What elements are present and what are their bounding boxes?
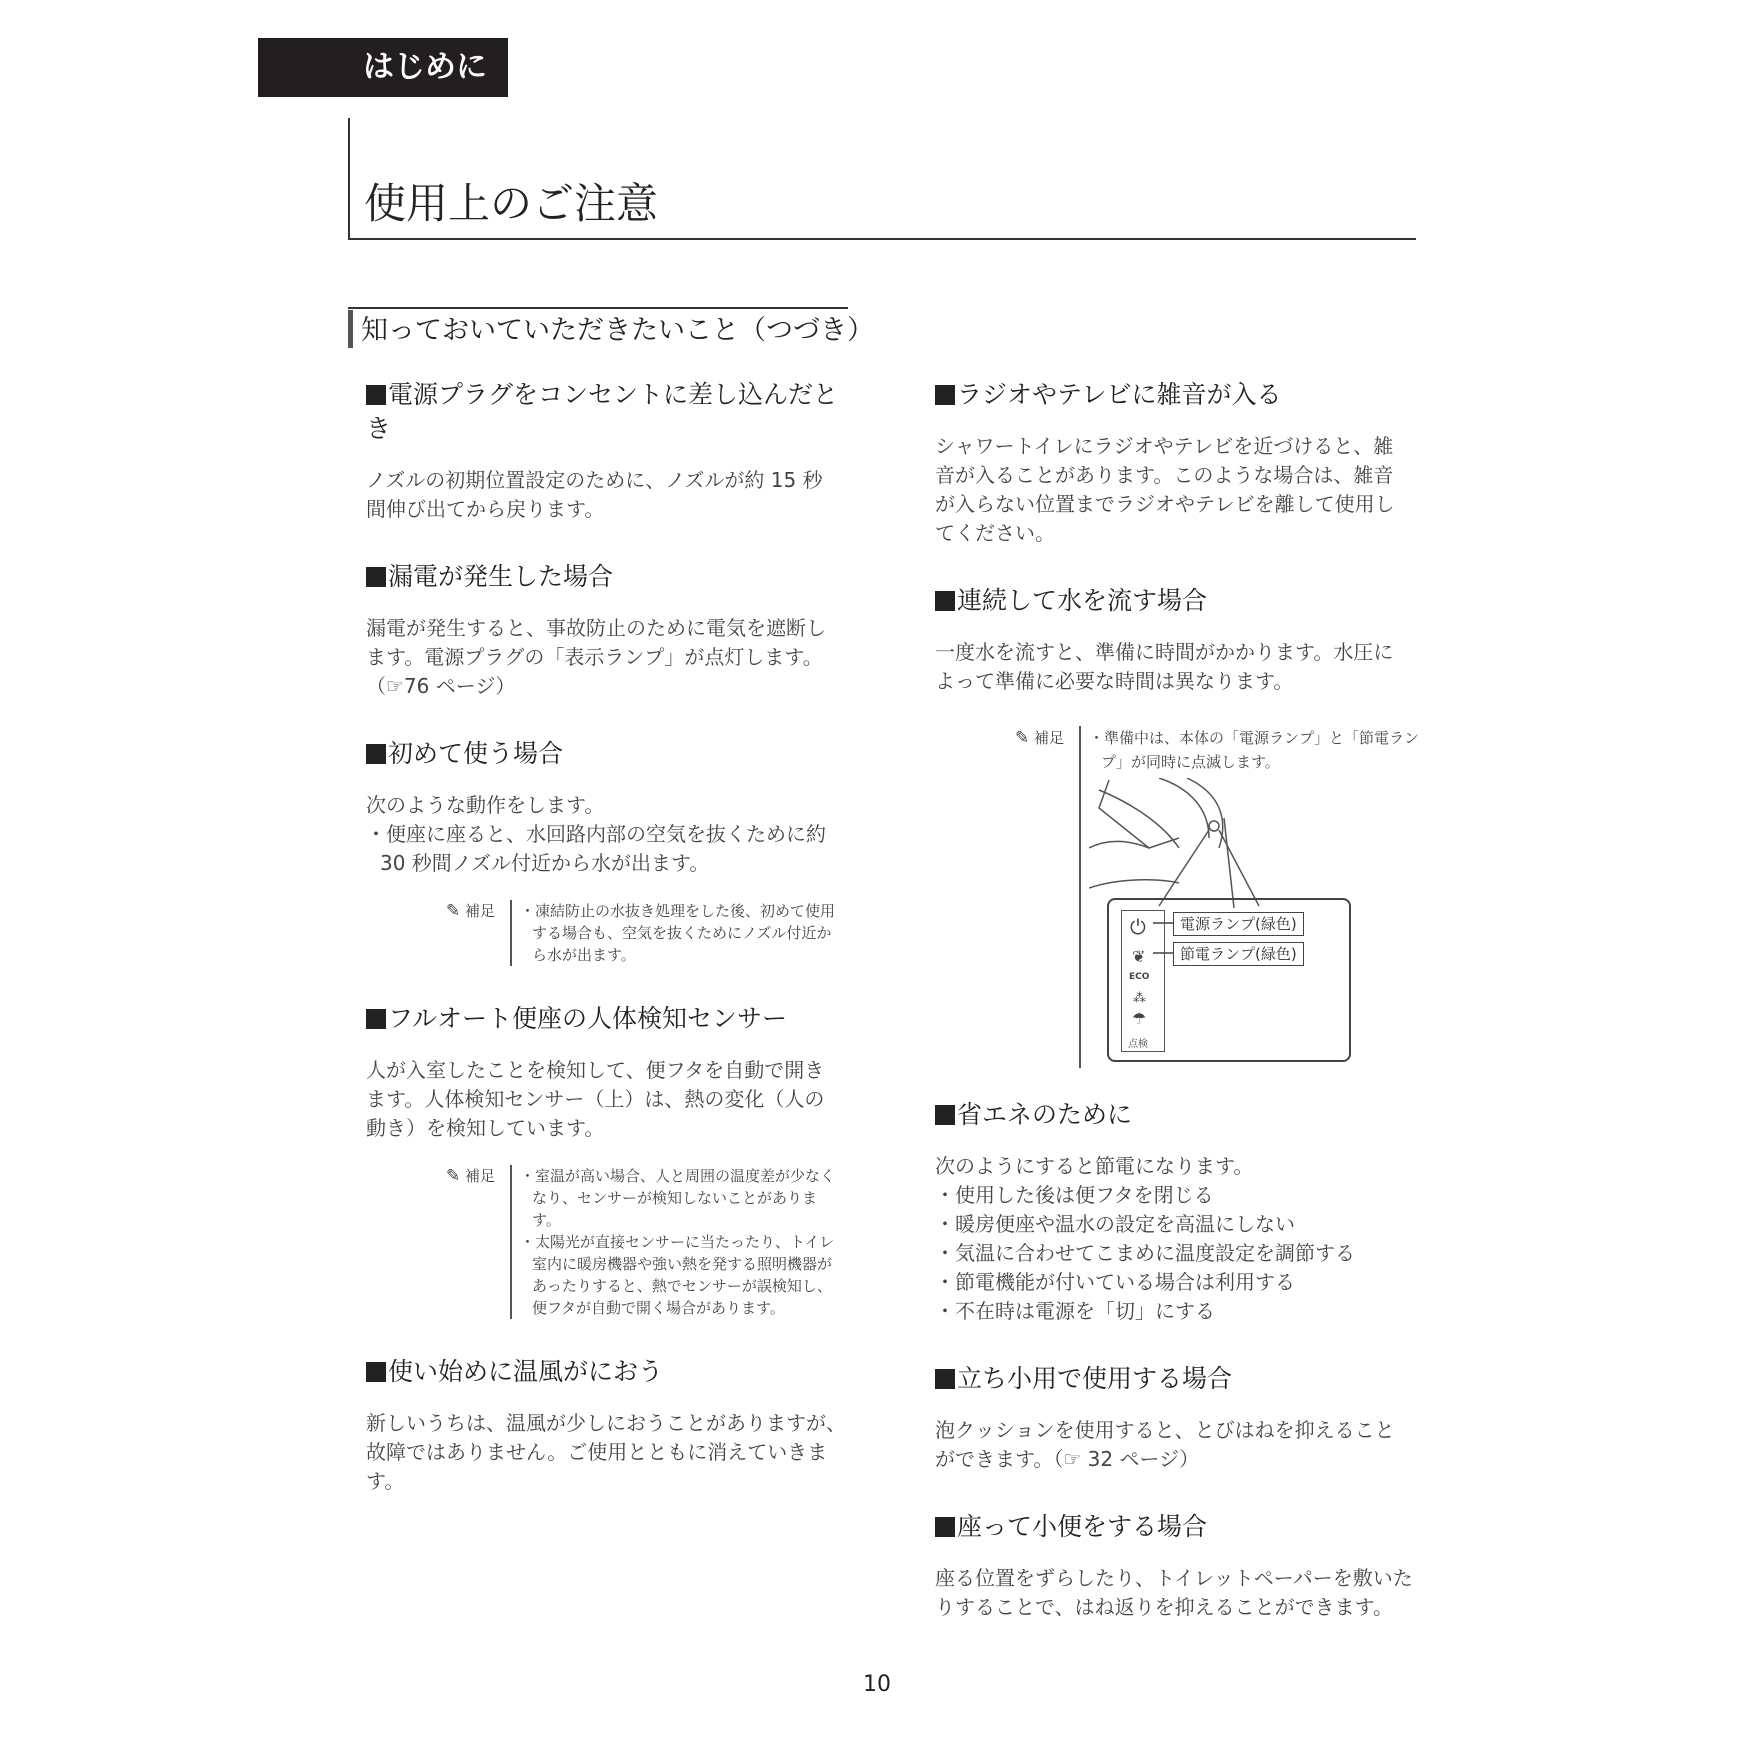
title-divider-vertical	[348, 118, 350, 240]
leaf-icon: ❦	[1132, 947, 1146, 966]
subtitle-bar	[348, 310, 353, 348]
section-standing-use	[935, 1362, 1425, 1474]
check-drop-icon: ☂	[1132, 1009, 1147, 1028]
section-heading	[366, 737, 856, 771]
heading-text: フルオート便座の人体検知センサー	[388, 1004, 788, 1033]
lamp-diagram	[1089, 778, 1419, 1068]
square-bullet-icon	[366, 744, 386, 764]
body-line: 人が入室したことを検知して、便フタを自動で開き	[366, 1058, 825, 1082]
heading-text: 省エネのために	[957, 1100, 1133, 1129]
supplement-note	[446, 1165, 856, 1319]
heading-text: 使い始めに温風がにおう	[388, 1357, 664, 1386]
section-warm-air-smell	[366, 1355, 856, 1496]
square-bullet-icon	[935, 1105, 955, 1125]
page-title: 使用上のご注意	[364, 179, 659, 228]
note-item: ・太陽光が直接センサーに当たったり、トイレ室内に暖房機器や強い熱を発する照明機器があったりすると、熱でセンサーが誤検知し、便フタが自動で開く場合があります。	[520, 1233, 835, 1317]
check-label: 点検	[1128, 1039, 1148, 1050]
note-body	[1079, 726, 1419, 1068]
body-line: シャワートイレにラジオやテレビを近づけると、雑	[935, 434, 1394, 458]
section-heading	[366, 378, 856, 446]
pencil-icon: ✎	[446, 901, 461, 921]
supplement-note	[446, 900, 856, 966]
spray-icon: ⁂	[1133, 991, 1146, 1006]
note-label	[446, 1165, 510, 1319]
section-sensor	[366, 1002, 856, 1319]
body-line: 新しいうちは、温風が少しにおうことがありますが、	[366, 1411, 846, 1435]
body-line: よって準備に必要な時間は異なります。	[935, 669, 1294, 693]
heading-text: ラジオやテレビに雑音が入る	[957, 380, 1282, 409]
body-line: ます。電源プラグの「表示ランプ」が点灯します。	[366, 645, 823, 669]
bullet-item: ・気温に合わせてこまめに温度設定を調節する	[935, 1241, 1355, 1265]
note-label-text: 補足	[465, 902, 496, 920]
section-sitting-urination	[935, 1510, 1425, 1622]
title-divider-horizontal	[348, 238, 1416, 240]
bullet-item: ・不在時は電源を「切」にする	[935, 1299, 1215, 1323]
heading-text: 連続して水を流す場合	[957, 586, 1208, 615]
square-bullet-icon	[935, 1369, 955, 1389]
subtitle: 知っておいていただきたいこと（つづき）	[361, 315, 874, 346]
section-heading	[366, 560, 856, 594]
heading-text: 立ち小用で使用する場合	[957, 1364, 1233, 1393]
bullet-item: ・節電機能が付いている場合は利用する	[935, 1270, 1295, 1294]
body-line: が入らない位置までラジオやテレビを離して使用し	[935, 492, 1395, 516]
page-reference: （☞76 ページ）	[366, 674, 516, 698]
body-line: 次のような動作をします。	[366, 793, 605, 817]
power-lamp-label: 電源ランプ(緑色)	[1173, 912, 1304, 936]
square-bullet-icon	[935, 591, 955, 611]
right-column	[935, 378, 1425, 1658]
section-heading	[935, 1098, 1425, 1132]
subtitle-rule	[348, 307, 848, 309]
square-bullet-icon	[935, 385, 955, 405]
body-line: 座る位置をずらしたり、トイレットペーパーを敷いた	[935, 1566, 1413, 1590]
page-reference: ができます。（☞ 32 ページ）	[935, 1447, 1200, 1471]
square-bullet-icon	[935, 1517, 955, 1537]
section-heading	[366, 1002, 856, 1036]
section-heading	[935, 1510, 1425, 1544]
supplement-note	[1015, 726, 1425, 1068]
section-energy-saving	[935, 1098, 1425, 1326]
note-item: ・凍結防止の水抜き処理をした後、初めて使用する場合も、空気を抜くためにノズル付近から水が出ます。	[520, 902, 836, 964]
note-item: ・室温が高い場合、人と周囲の温度差が少なくなり、センサーが検知しないことがあります。	[520, 1167, 836, 1229]
pencil-icon: ✎	[1015, 728, 1030, 748]
square-bullet-icon	[366, 1009, 386, 1029]
square-bullet-icon	[366, 385, 386, 405]
section-first-use	[366, 737, 856, 966]
section-power-plug	[366, 378, 856, 524]
body-line: 音が入ることがあります。このような場合は、雑音	[935, 463, 1394, 487]
left-column	[366, 378, 856, 1532]
eco-lamp-label: 節電ランプ(緑色)	[1173, 942, 1304, 966]
heading-text: 電源プラグをコンセントに差し込んだとき	[366, 380, 839, 443]
bullet-item: ・使用した後は便フタを閉じる	[935, 1183, 1214, 1207]
power-icon: ⏻	[1130, 915, 1146, 939]
body-line: ます。人体検知センサー（上）は、熱の変化（人の	[366, 1087, 825, 1111]
body-line: 次のようにすると節電になります。	[935, 1154, 1254, 1178]
note-label-text: 補足	[465, 1167, 496, 1185]
section-continuous-flush	[935, 584, 1425, 1068]
section-heading	[935, 1362, 1425, 1396]
note-body	[510, 1165, 840, 1319]
heading-text: 漏電が発生した場合	[388, 562, 614, 591]
body-line: ノズルの初期位置設定のために、ノズルが約 15 秒	[366, 468, 823, 492]
heading-text: 座って小便をする場合	[957, 1512, 1208, 1541]
section-leakage	[366, 560, 856, 701]
body-line: 一度水を流すと、準備に時間がかかります。水圧に	[935, 640, 1394, 664]
heading-text: 初めて使う場合	[388, 739, 564, 768]
section-heading	[935, 584, 1425, 618]
body-line: 泡クッションを使用すると、とびはねを抑えること	[935, 1418, 1395, 1442]
page-number: 10	[863, 1672, 891, 1697]
note-item: ・準備中は、本体の「電源ランプ」と「節電ランプ」が同時に点滅します。	[1089, 729, 1420, 771]
body-line: りすることで、はね返りを抑えることができます。	[935, 1595, 1393, 1619]
chapter-tab: はじめに	[258, 38, 508, 97]
note-label-text: 補足	[1034, 729, 1065, 747]
eco-label: ECO	[1129, 972, 1150, 982]
body-line: 漏電が発生すると、事故防止のために電気を遮断し	[366, 616, 826, 640]
note-label	[446, 900, 510, 966]
bullet-item: ・便座に座ると、水回路内部の空気を抜くために約 30 秒間ノズル付近から水が出ます。	[366, 822, 826, 875]
bullet-item: ・暖房便座や温水の設定を高温にしない	[935, 1212, 1295, 1236]
square-bullet-icon	[366, 1362, 386, 1382]
body-line: 故障ではありません。ご使用とともに消えていきます。	[366, 1440, 828, 1493]
body-line: 動き）を検知しています。	[366, 1116, 605, 1140]
section-radio-noise	[935, 378, 1425, 548]
section-heading	[935, 378, 1425, 412]
square-bullet-icon	[366, 567, 386, 587]
body-line: 間伸び出てから戻ります。	[366, 497, 605, 521]
note-body	[510, 900, 840, 966]
section-heading	[366, 1355, 856, 1389]
pencil-icon: ✎	[446, 1166, 461, 1186]
note-label	[1015, 726, 1079, 1068]
body-line: てください。	[935, 521, 1055, 545]
